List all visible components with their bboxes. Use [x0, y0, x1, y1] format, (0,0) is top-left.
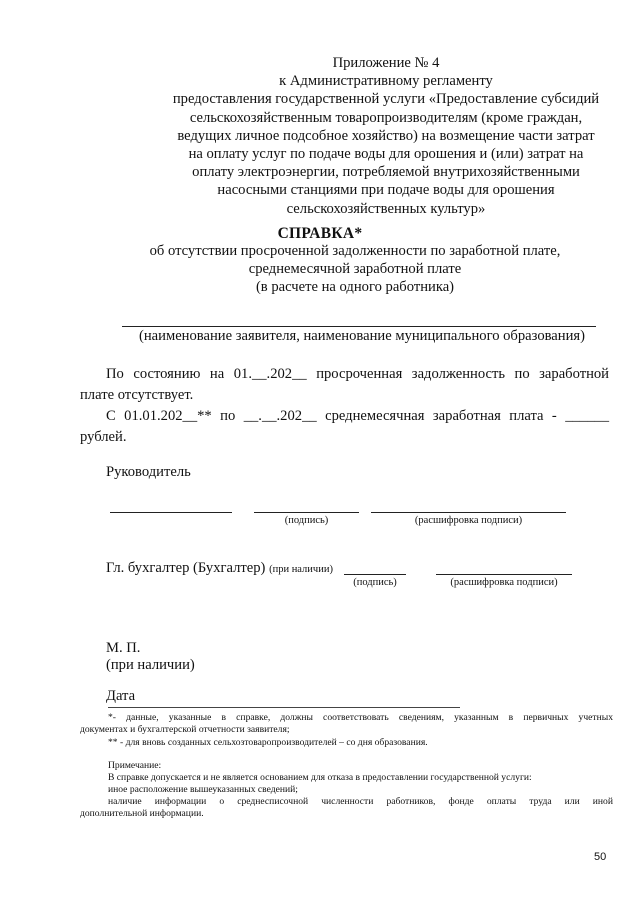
appendix-header: [160, 54, 612, 218]
remark-line2: иное расположение вышеуказанных сведений;: [108, 784, 298, 795]
footnote-divider: [108, 707, 460, 708]
appendix-line: сельскохозяйственных культур»: [286, 200, 486, 217]
salary-statement-line1: С 01.01.202__** по __.__.202__ среднемесячная заработная плата - ______: [106, 408, 609, 424]
appendix-line: предоставления государственной услуги «Предоставление субсидий: [172, 91, 600, 108]
debt-statement-line2: плате отсутствует.: [80, 387, 194, 403]
appendix-line: оплату электроэнергии, потребляемой внутрихозяйственными: [192, 164, 580, 181]
head-decoding-field[interactable]: [371, 512, 566, 513]
remark-line4: дополнительной информации.: [80, 808, 204, 819]
footnote-1-line1: *- данные, указанные в справке, должны соответствовать сведениям, указанным в первичных учетных: [108, 712, 613, 723]
decoding-caption: (расшифровка подписи): [414, 515, 523, 526]
appendix-line: ведущих личное подсобное хозяйство) на возмещение части затрат: [177, 127, 595, 144]
head-position-field[interactable]: [110, 512, 232, 513]
certificate-subtitle: [100, 242, 610, 296]
accountant-decoding-field[interactable]: [436, 574, 572, 575]
debt-statement-line1: По состоянию на 01.__.202__ просроченная задолженность по заработной: [106, 366, 609, 382]
accountant-note: (при наличии): [269, 564, 333, 575]
stamp-label: М. П.: [106, 640, 141, 656]
stamp-note: (при наличии): [106, 657, 195, 673]
remark-line3: наличие информации о среднесписочной численности работников, фонде оплаты труда или иной: [108, 796, 613, 807]
accountant-decoding-caption: (расшифровка подписи): [450, 577, 558, 588]
certificate-title: СПРАВКА*: [277, 225, 363, 242]
subtitle-line: среднемесячной заработной плате: [248, 261, 462, 277]
appendix-line: сельскохозяйственным товаропроизводителям (кроме граждан,: [189, 109, 583, 126]
signature-caption: (подпись): [284, 515, 329, 526]
applicant-caption: (наименование заявителя, наименование муниципального образования): [139, 328, 585, 344]
appendix-line: на оплату услуг по подаче воды для орошения и (или) затрат на: [188, 146, 584, 163]
appendix-line: к Административному регламенту: [279, 73, 493, 90]
accountant-signature-caption: (подпись): [353, 577, 397, 588]
footnote-2: ** - для вновь созданных сельхозтоваропроизводителей – со дня образования.: [108, 737, 428, 748]
subtitle-line: (в расчете на одного работника): [255, 279, 455, 295]
accountant-signature-field[interactable]: [344, 574, 406, 575]
appendix-line: Приложение № 4: [332, 55, 440, 71]
remark-line1: В справке допускается и не является основанием для отказа в предоставлении государственной услуги:: [108, 772, 532, 783]
head-signature-field[interactable]: [254, 512, 359, 513]
salary-statement-line2: рублей.: [80, 429, 127, 445]
appendix-line: насосными станциями при подаче воды для орошения: [217, 182, 555, 199]
page-number: 50: [594, 851, 607, 863]
date-label: Дата: [106, 688, 136, 704]
remark-title: Примечание:: [108, 760, 162, 771]
subtitle-line: об отсутствии просроченной задолженности по заработной плате,: [149, 243, 561, 259]
applicant-name-field[interactable]: [122, 326, 596, 327]
accountant-label: Гл. бухгалтер (Бухгалтер): [106, 560, 266, 576]
footnote-1-line2: документах и бухгалтерской отчетности заявителя;: [80, 724, 290, 735]
accountant-row: [106, 560, 333, 577]
head-label: Руководитель: [106, 464, 191, 480]
